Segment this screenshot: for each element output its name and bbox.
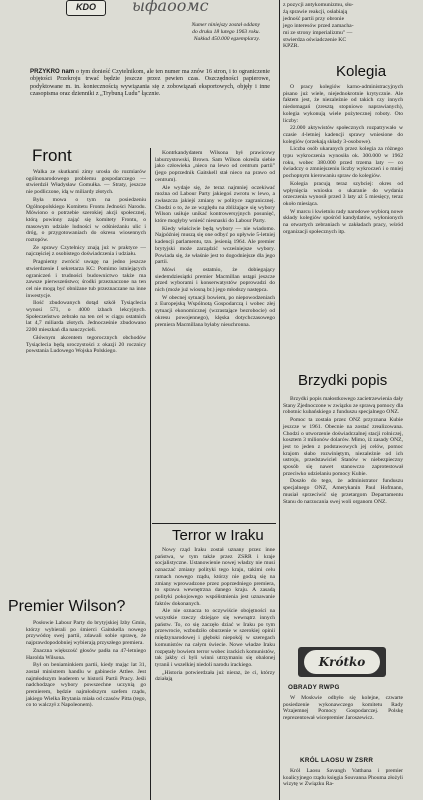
krotko-logo: [298, 647, 386, 677]
front-column: Walka ze skutkami zimy urosła do rozmiarów ogólnonarodowego problemu gospodarczego — stwierdził Władysław Gomułka. — Straty, jeszcze nie podliczone, idą w miliardy złotych. Była mowa o tym na posiedzeniu Ogólnopolskiego Komitetu Frontu Jedności Narodu. Mówiono o potrzebie szerokiej akcji społecznej, którą powinny zająć się komitety Frontu, o masowym udziale ludności w odśnieżaniu ulic i dróg, o przygotowaniach do okresu wiosennych roztopów. Ze sprawy Czytelnicy znają już w praktyce — najczęściej z osobistego doświadczenia i udziału. Pragniemy zwrócić uwagę na jedno jeszcze stwierdzenie I sekretarza KC: Pomimo istniejących ograniczeń i trudności budownictwo także ma zawsze pierwszeństwo; środki przeznaczone na ten cel nie mogą być obniżane tub przeznaczane na inne inwestycje. Ilość zbudowanych dotąd szkół Tysiąclecia wynosi 571, o 4000 izbach lekcyjnych. Społeczeństwo zebrało na ten cel w ciągu ostatnich lat 4,7 miliarda złotych. Jednocześnie zbudowano 2200 mieszkań dla nauczycieli. Głównym akcentem tegorocznych obchodów Tysiąclecia będą uroczystości z okazji 20 rocznicy powstania Ludowego Wojska Polskiego.: [26, 169, 146, 355]
lead-bold: PRZYKRO nam: [30, 68, 75, 75]
print-notice: Numer niniejszy został oddany do druku 18 lutego 1963 roku. Nakład 450.000 egzemplarzy.: [191, 22, 260, 42]
lead-paragraph: [30, 68, 270, 98]
kolegia-column: O pracy kolegiów karno-administracyjnych pisano już wiele, niejednokrotnie krytycznie. Ale faktem jest, że niezależnie od takich czy innych niedomagań (zresztą stopniowo naprawianych), kolegia wykonują wiele pożytecznej roboty. Oto liczby: 22.000 aktywistów społecznych rozpatrywało w czasie 4-letniej kadencji sprawy wniesione do kolegiów (orzekają składy 3-osobowe). Liczba osób ukaranych przez kolegia za różnego typu wykroczenia wynosiła ok. 300.000 w 1962 roku, wobec 380.000 przed trzema laty — co świadczy o zmniejszeniu liczby wykroczeń i o mniej pochopnym kierowaniu spraw do kolegiów. Kolegia pracują teraz szybciej: okres od wpłynięcia wniosku o ukaranie do wydania orzeczenia wynosił przed 3 laty aż 5 miesięcy, teraz około miesiąca. W marcu i kwietniu rady narodowe wybiorą nowe składy kolegiów spośród kandydatów, wyłonionych na otwartych zebraniach w zakładach pracy, wśród organizacji społecznych itp.: [283, 84, 403, 235]
middle-column: Kontrkandydatem Wilsona był prawicowy laburzystowski, Brown. Sam Wilson określa siebie jako człowieka „nieco na lewo od centrum partii" (jego poprzednik Gaitskell stał nieco na prawo od centrum). Ale wydaje się, że teraz najmniej oczekiwać można od Labour Party jakiegoś zwrotu w lewo, a zwłaszcza jakiejś zmiany w polityce zagranicznej. Chodzi o to, że ze względu na zbliżające się wybory Wilson usiłuje unikać kontrowersyjnych posunięć, które mogłyby wnieść niesnaski do Labour Party. Kiedy właściwie będą wybory — nie wiadomo. Najpóźniej muszą się one odbyć po upływie 5-letniej kadencji parlamentu, tzn. jesienią 1964. Ale premier brytyjski może zarządzić wcześniejsze wybory. Powiada się, że właśnie jest to dogodniejsze dla jego partii. Mówi się ostatnio, że dobiegający siedemdziesiątki premier Macmillan ustąpi jeszcze przed wyborami i konserwatystów poprowadzi do nich (może już wiosną br.) jego młodszy następca. W obecnej sytuacji bowiem, po niepowodzeniach z Europejską Wspólnotą Gospodarczą i wobec złej sytuacji ekonomicznej (wzrastające bezrobocie) od okresu powojennego), klęska dotychczasowego premiera Macmillana byłaby nieuchronna.: [155, 150, 275, 328]
lead-text: o tym donieść Czytelnikom, ale ten numer ma znów 16 stron, i to ograniczenie objętości Przekroju trwać będzie jeszcze przez pewien czas. Oszczędności papierowe, podyktowane m. in. koniecznością wywiązania się z zobowiązań eksportowych, objęły i inne czasopisma oraz dzienniki z „Trybuną Ludu" łącznie.: [30, 69, 270, 97]
column-rule: [150, 148, 151, 800]
front-headline: Front: [32, 146, 72, 165]
column-rule: [279, 0, 280, 800]
krotko-label: Krótko: [304, 650, 380, 674]
masthead-logo: KDO: [66, 0, 106, 16]
krotko-section2-text: Król Laosu Savangh Vatthana i premier koalicyjnego rządu księgia Souvanna Phouma złożyli wizytę w Związku Ra-: [283, 768, 403, 788]
terror-column: Nowy rząd Iraku został uznany przez inne państwa, w tym także przez ZSRR i kraje socjalistyczne. Ustanowienie nowej władzy nie musi oznaczać zmiany polityki tego kraju, takimi celu ramach nowego rządu, którzy nie godzą się na zmiany wprowadzone przez poprzedniego premiera, to sprawa wewnętrzna danego kraju. A zasadą polityki pokojowego współistnienia jest uznawanie faktów dokonanych. Ale nie oznacza to oczywiście obojętności na wszystkie rzeczy dziejące się wewnątrz innych państw. To, co się zaczęło dziać w Iraku po tym przewrocie, wzbudziło oburzenie w szerokiej opinii międzynarodowej i głęboki niepokój w szeregach komunistów na całym świecie. Nowe władze Iraku rozpętały bowiem terror wobec irackich komunistów, tak jakby ci byli winni utrzymaniu się obalonej tyranii i wszelkiej niedoli narodu irackiego. „Historia potwierdzała już nieraz, że ci, którzy działają: [155, 547, 275, 683]
terror-headline: Terror w Iraku: [172, 527, 264, 544]
premier-column: Posłowie Labour Party do brytyjskiej Izby Gmin, którzy wybierali po śmierci Gaitskella nowego przywódcę swej partii, zdawali sobie sprawę, że najprawdopodobniej wybierają przyszłego premiera. Znaczna większość głosów padła na 47-letniego Harolda Wilsona. Był on beniaminkiem partii, kiedy mając lat 31, został ministrem handlu w gabinecie Attlee. Jest najmłodszym leaderem w historii Partii Pracy. Jeśli nadchodzące wybory powszechne uczynią go premierem, będzie najmłodszym szefem rządu, jakiego Wielka Brytania miała od czasów Pitta (tego, co to walczył z Napoleonem).: [26, 620, 146, 709]
krotko-section1-title: OBRADY RWPG: [288, 684, 340, 691]
masthead-script-title: ыфаоомс: [132, 0, 209, 15]
horizontal-rule: [152, 523, 276, 524]
brzydki-headline: Brzydki popis: [298, 372, 388, 389]
krotko-section1-text: W Moskwie odbyło się kolejne, czwarte posiedzenie wykonawczego komitetu Rady Wzajemnej Pomocy Gospodarczej. Polskę reprezentował wicepremier Jaroszewicz.: [283, 695, 403, 722]
premier-headline: Premier Wilson?: [8, 598, 126, 615]
krotko-section2-title: KRÓL LAOSU W ZSRR: [300, 757, 374, 764]
right-top-text: z pozycji antykomunizmu, słu- żą sprawie reakcji, osłabiają jedność partii przy obronie jego interesów przed zamacha- mi ze strony imperializmu" — stwierdza oświadczenie KC KPZR.: [283, 2, 354, 50]
brzydki-column: Brzydki popis małostkowego zacietrzewienia dały Stany Zjednoczone w związku ze sprawą pomocy dla robotnic kubańskiego z funduszu specjalnego ONZ. Pomoc ta została przez ONZ przyznana Kubie jeszcze w 1961. Obecnie na zostać zrealizowana. Chodzi o utworzenie doświadczalnej stacji rolniczej, kosztem 3 milionów dolarów. Mimo, iż zasady ONZ, jest to jeden z podstawowych jej celów, pomoc krajom słabo rozwiniętym, niezależnie od ich ustroju, przedstawiciel Stanów w niebezpieczny sposób się nawet stanowczo zaprotestował przeciwko udzielaniu pomocy Kubie. Doszło do tego, że administrator funduszu specjalnego ONZ, Amerykanin Paul Hofmann, musiał sprzeciwić się przetargom Departamentu Stanu do narzucania swej woli organom ONZ.: [283, 396, 403, 505]
kolegia-headline: Kolegia: [336, 63, 387, 80]
